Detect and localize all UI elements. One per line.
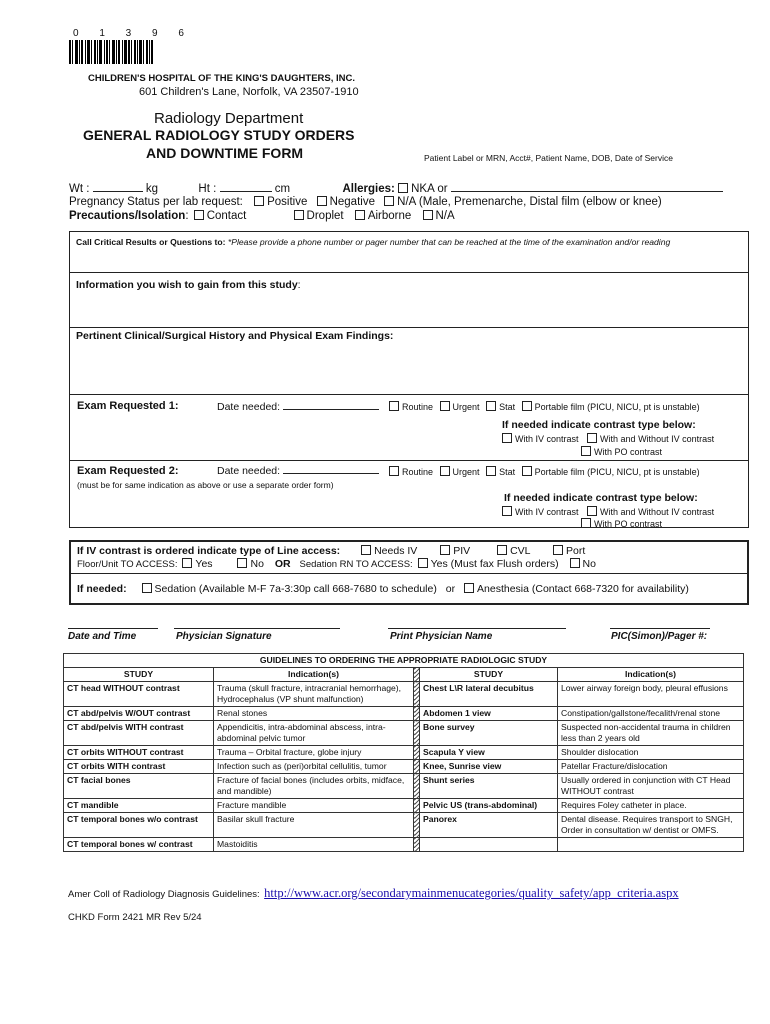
needs-iv-checkbox[interactable] <box>361 545 371 555</box>
positive-label: Positive <box>267 196 308 208</box>
exam2-urgent-label: Urgent <box>452 467 480 477</box>
height-field[interactable] <box>220 182 272 192</box>
exam2-label: Exam Requested 2: <box>77 465 179 477</box>
sedation-rn-yes-label: Yes (Must fax Flush orders) <box>430 558 559 570</box>
exam1-with-po-checkbox[interactable] <box>581 446 591 456</box>
guideline-row <box>64 707 744 721</box>
hospital-name: CHILDREN'S HOSPITAL OF THE KING'S DAUGHTERS, INC. <box>88 73 356 84</box>
guideline-indication: Lower airway foreign body, pleural effusions <box>558 682 744 707</box>
na-pregnancy-label: N/A (Male, Premenarche, Distal film (elbow or knee) <box>397 196 662 208</box>
airborne-checkbox[interactable] <box>355 210 365 220</box>
allergies-field[interactable] <box>451 182 723 192</box>
exam1-with-iv-checkbox[interactable] <box>502 433 512 443</box>
exam2-stat-label: Stat <box>499 467 516 477</box>
exam1-contrast-heading: If needed indicate contrast type below: <box>502 419 696 431</box>
floor-yes-checkbox[interactable] <box>182 558 192 568</box>
hospital-address: 601 Children's Lane, Norfolk, VA 23507-1910 <box>139 86 359 98</box>
barcode <box>69 40 169 64</box>
guideline-indication: Fracture mandible <box>214 799 414 813</box>
piv-checkbox[interactable] <box>440 545 450 555</box>
guidelines-table <box>63 653 744 852</box>
exam2-note: (must be for same indication as above or use a separate order form) <box>77 480 334 490</box>
exam2-stat-checkbox[interactable] <box>486 466 496 476</box>
guideline-study <box>420 838 558 852</box>
access-or: OR <box>274 558 291 570</box>
guideline-indication: Dental disease. Requires transport to SNGH, Order in consultation w/ dentist or OMFS. <box>558 813 744 838</box>
physician-signature-label: Physician Signature <box>176 631 272 642</box>
anesthesia-label: Anesthesia (Contact 668-7320 for availability) <box>477 583 689 595</box>
guideline-indication: Infection such as (peri)orbital cellulitis, tumor <box>214 760 414 774</box>
guideline-study: CT temporal bones w/ contrast <box>64 838 214 852</box>
weight-label: Wt : <box>69 183 90 195</box>
floor-no-checkbox[interactable] <box>237 558 247 568</box>
anesthesia-checkbox[interactable] <box>464 583 474 593</box>
floor-yes-label: Yes <box>195 558 213 570</box>
order-details-box <box>69 231 749 528</box>
droplet-label: Droplet <box>306 210 344 222</box>
barcode-number: 0 1 3 9 6 <box>73 28 193 39</box>
sedation-rn-no-label: No <box>582 558 596 570</box>
exam2-with-iv-label: With IV contrast <box>515 507 579 517</box>
col-indication-left: Indication(s) <box>214 668 414 682</box>
exam1-stat-checkbox[interactable] <box>486 401 496 411</box>
guideline-indication: Shoulder dislocation <box>558 746 744 760</box>
guideline-study: CT head WITHOUT contrast <box>64 682 214 707</box>
guideline-row <box>64 774 744 799</box>
cvl-checkbox[interactable] <box>497 545 507 555</box>
print-name-label: Print Physician Name <box>390 631 493 642</box>
height-label: Ht : <box>198 183 217 195</box>
contact-label: Contact <box>206 210 247 222</box>
exam1-portable-label: Portable film (PICU, NICU, pt is unstable) <box>534 402 700 412</box>
port-label: Port <box>566 545 586 557</box>
guideline-study: Panorex <box>420 813 558 838</box>
guideline-study: Knee, Sunrise view <box>420 760 558 774</box>
guideline-row <box>64 813 744 838</box>
guideline-indication: Renal stones <box>214 707 414 721</box>
exam1-routine-checkbox[interactable] <box>389 401 399 411</box>
exam1-routine-label: Routine <box>402 402 434 412</box>
form-number: CHKD Form 2421 MR Rev 5/24 <box>68 912 202 923</box>
department: Radiology Department <box>154 110 304 127</box>
guideline-study: CT abd/pelvis W/OUT contrast <box>64 707 214 721</box>
weight-field[interactable] <box>93 182 143 192</box>
floor-access-label: Floor/Unit TO ACCESS: <box>77 559 178 570</box>
exam1-urgent-label: Urgent <box>452 402 480 412</box>
exam1-label: Exam Requested 1: <box>77 400 179 412</box>
exam1-stat-label: Stat <box>499 402 516 412</box>
negative-checkbox[interactable] <box>317 196 327 206</box>
exam2-date-label: Date needed: <box>217 465 281 477</box>
info-field[interactable]: Information you wish to gain from this study: <box>70 273 748 328</box>
nka-checkbox[interactable] <box>398 183 408 193</box>
history-field[interactable] <box>70 328 748 395</box>
exam2-section <box>70 461 748 528</box>
guideline-study: CT facial bones <box>64 774 214 799</box>
guideline-study: CT orbits WITH contrast <box>64 760 214 774</box>
exam2-urgent-checkbox[interactable] <box>440 466 450 476</box>
guideline-indication <box>558 838 744 852</box>
guideline-indication: Basilar skull fracture <box>214 813 414 838</box>
date-time-label: Date and Time <box>68 631 137 642</box>
allergies-label: Allergies: <box>342 183 395 195</box>
guideline-study: Bone survey <box>420 721 558 746</box>
form-title-line2: AND DOWNTIME FORM <box>146 145 304 161</box>
col-study-right: STUDY <box>420 668 558 682</box>
guideline-row <box>64 721 744 746</box>
pregnancy-label: Pregnancy Status per lab request: <box>69 196 243 208</box>
piv-label: PIV <box>453 545 471 557</box>
pic-pager-label: PIC(Simon)/Pager #: <box>611 631 708 642</box>
height-unit: cm <box>274 183 291 195</box>
patient-label-hint: Patient Label or MRN, Acct#, Patient Name, DOB, Date of Service <box>424 153 673 163</box>
exam1-section <box>70 395 748 461</box>
contact-checkbox[interactable] <box>194 210 204 220</box>
physician-signature-line[interactable] <box>174 628 340 629</box>
guideline-row <box>64 682 744 707</box>
guideline-study: Chest L\R lateral decubitus <box>420 682 558 707</box>
exam1-portable-checkbox[interactable] <box>522 401 532 411</box>
pic-pager-line[interactable] <box>610 628 710 629</box>
critical-results-label: Call Critical Results or Questions to <box>76 237 223 247</box>
droplet-checkbox[interactable] <box>294 210 304 220</box>
col-study-left: STUDY <box>64 668 214 682</box>
exam2-portable-checkbox[interactable] <box>522 466 532 476</box>
guideline-indication: Trauma – Orbital fracture, globe injury <box>214 746 414 760</box>
guideline-indication: Usually ordered in conjunction with CT Head WITHOUT contrast <box>558 774 744 799</box>
exam1-date-field[interactable] <box>283 401 379 410</box>
guideline-study: Shunt series <box>420 774 558 799</box>
sedation-rn-yes-checkbox[interactable] <box>418 558 428 568</box>
if-needed-label: If needed: <box>77 583 127 595</box>
port-checkbox[interactable] <box>553 545 563 555</box>
guideline-study: CT temporal bones w/o contrast <box>64 813 214 838</box>
guideline-indication: Suspected non-accidental trauma in children less than 2 years old <box>558 721 744 746</box>
acr-label: Amer Coll of Radiology Diagnosis Guidelines: <box>68 889 260 900</box>
date-time-line[interactable] <box>68 628 158 629</box>
na-isolation-label: N/A <box>435 210 455 222</box>
guideline-study: Pelvic US (trans-abdominal) <box>420 799 558 813</box>
guideline-row <box>64 799 744 813</box>
sedation-label: Sedation (Available M-F 7a-3:30p call 668-7680 to schedule) <box>154 583 437 595</box>
guideline-row <box>64 838 744 852</box>
exam1-urgent-checkbox[interactable] <box>440 401 450 411</box>
sedation-rn-label: Sedation RN TO ACCESS: <box>299 559 413 570</box>
sedation-checkbox[interactable] <box>142 583 152 593</box>
exam2-with-iv-checkbox[interactable] <box>502 506 512 516</box>
acr-link[interactable]: http://www.acr.org/secondarymainmenucategories/quality_safety/app_criteria.aspx <box>264 886 679 900</box>
na-pregnancy-checkbox[interactable] <box>384 196 394 206</box>
guideline-study: CT abd/pelvis WITH contrast <box>64 721 214 746</box>
guideline-indication: Patellar Fracture/dislocation <box>558 760 744 774</box>
guideline-study: CT mandible <box>64 799 214 813</box>
cvl-label: CVL <box>510 545 531 557</box>
exam2-with-po-label: With PO contrast <box>594 519 663 529</box>
col-indication-right: Indication(s) <box>558 668 744 682</box>
guideline-row <box>64 760 744 774</box>
na-isolation-checkbox[interactable] <box>423 210 433 220</box>
exam2-routine-label: Routine <box>402 467 434 477</box>
exam1-with-without-label: With and Without IV contrast <box>600 434 715 444</box>
if-needed-or: or <box>445 583 456 595</box>
exam2-with-without-checkbox[interactable] <box>587 506 597 516</box>
exam1-date-label: Date needed: <box>217 401 281 413</box>
guideline-indication: Requires Foley catheter in place. <box>558 799 744 813</box>
floor-no-label: No <box>250 558 264 570</box>
history-label: Pertinent Clinical/Surgical History and Physical Exam Findings: <box>76 330 394 342</box>
info-label: Information you wish to gain from this study <box>76 279 298 291</box>
critical-results-note: *Please provide a phone number or pager number that can be reached at the time of the examination and/or reading <box>227 237 671 247</box>
precautions-label: Precautions/Isolation <box>69 210 186 222</box>
needs-iv-label: Needs IV <box>374 545 418 557</box>
guideline-indication: Fracture of facial bones (includes orbits, midface, and mandible) <box>214 774 414 799</box>
guideline-indication: Appendicitis, intra-abdominal abscess, intra-abdominal pelvic tumor <box>214 721 414 746</box>
guideline-indication: Mastoiditis <box>214 838 414 852</box>
guideline-row <box>64 746 744 760</box>
iv-access-box: If IV contrast is ordered indicate type of Line access: Needs IV PIV CVL Port Floor/Unit TO ACCESS: Yes No OR Sedation RN TO ACCESS: Yes (Must fax Flush orders) No If needed: Sedation (Available M-F 7a-3:30p call 668-7680 to schedule) or Anesthesia (Contact 668-7320 for availability) <box>69 540 749 605</box>
positive-checkbox[interactable] <box>254 196 264 206</box>
guideline-indication: Trauma (skull fracture, intracranial hemorrhage), Hydrocephalus (VP shunt malfunction) <box>214 682 414 707</box>
guideline-study: CT orbits WITHOUT contrast <box>64 746 214 760</box>
exam1-with-po-label: With PO contrast <box>594 447 663 457</box>
exam2-portable-label: Portable film (PICU, NICU, pt is unstable) <box>534 467 700 477</box>
guideline-study: Scapula Y view <box>420 746 558 760</box>
critical-results-field[interactable]: Call Critical Results or Questions to: *Please provide a phone number or pager number that can be reached at the time of the examination and/or reading <box>70 232 748 273</box>
print-name-line[interactable] <box>388 628 566 629</box>
allergies-or: or <box>437 183 448 195</box>
sedation-rn-no-checkbox[interactable] <box>570 558 580 568</box>
exam2-with-po-checkbox[interactable] <box>581 518 591 528</box>
exam1-with-iv-label: With IV contrast <box>515 434 579 444</box>
nka-label: NKA <box>411 183 435 195</box>
guideline-indication: Constipation/gallstone/fecalith/renal stone <box>558 707 744 721</box>
exam2-routine-checkbox[interactable] <box>389 466 399 476</box>
exam1-with-without-checkbox[interactable] <box>587 433 597 443</box>
exam2-contrast-heading: If needed indicate contrast type below: <box>504 492 698 504</box>
guidelines-title: GUIDELINES TO ORDERING THE APPROPRIATE RADIOLOGIC STUDY <box>64 654 744 668</box>
exam2-with-without-label: With and Without IV contrast <box>600 507 715 517</box>
exam2-date-field[interactable] <box>283 465 379 474</box>
guideline-study: Abdomen 1 view <box>420 707 558 721</box>
negative-label: Negative <box>329 196 375 208</box>
form-title-line1: GENERAL RADIOLOGY STUDY ORDERS <box>83 127 355 143</box>
airborne-label: Airborne <box>367 210 412 222</box>
weight-unit: kg <box>145 183 159 195</box>
iv-heading: If IV contrast is ordered indicate type of Line access <box>77 545 337 557</box>
